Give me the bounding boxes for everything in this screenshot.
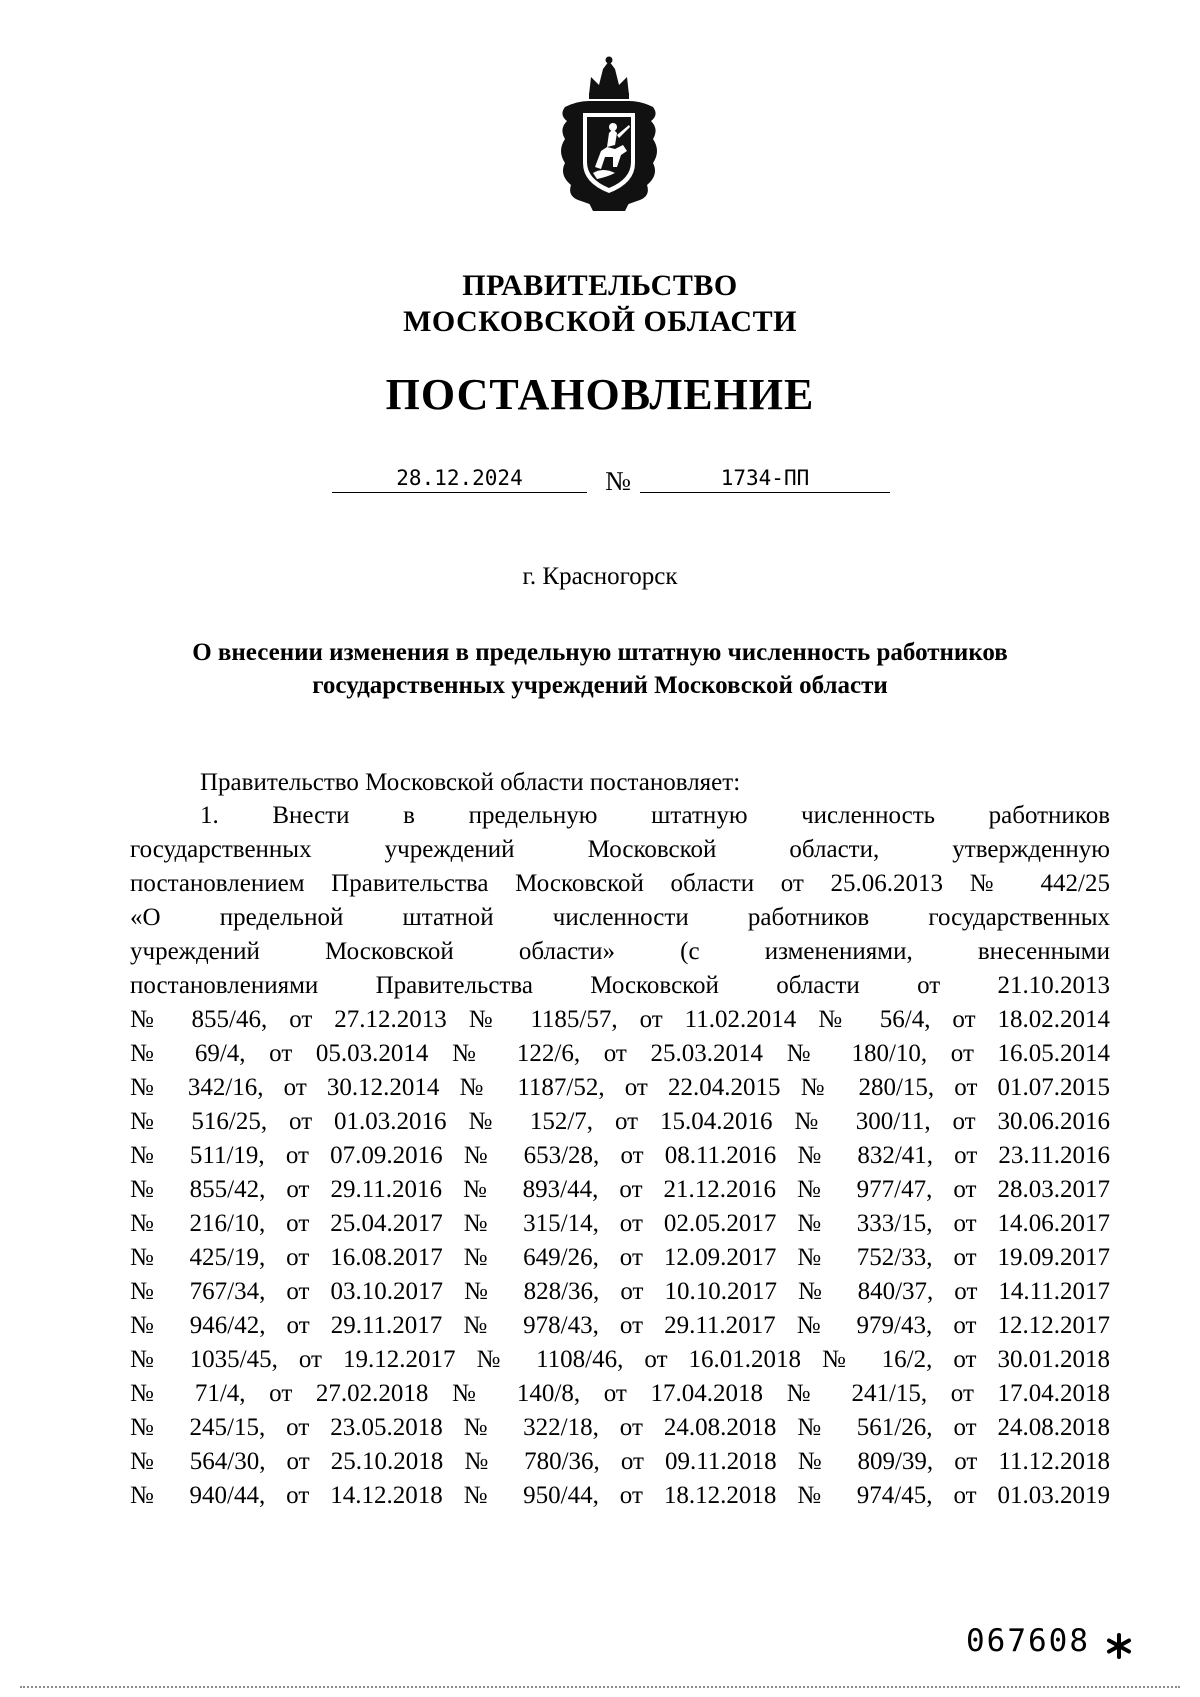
- body-line: № 342/16, от 30.12.2014 № 1187/52, от 22.04.2015 № 280/15, от 01.07.2015: [130, 1074, 1110, 1101]
- body-line: № 855/42, от 29.11.2016 № 893/44, от 21.12.2016 № 977/47, от 28.03.2017: [130, 1176, 1110, 1203]
- document-subject-line1: О внесении изменения в предельную штатную численность работников: [192, 639, 1008, 666]
- body-line: 1. Внести в предельную штатную численность работников: [200, 802, 1110, 829]
- document-type-title: ПОСТАНОВЛЕНИЕ: [385, 370, 815, 419]
- body-line: № 855/46, от 27.12.2013 № 1185/57, от 11.02.2014 № 56/4, от 18.02.2014: [130, 1006, 1110, 1033]
- body-line: № 946/42, от 29.11.2017 № 978/43, от 29.11.2017 № 979/43, от 12.12.2017: [130, 1312, 1110, 1339]
- body-line: № 216/10, от 25.04.2017 № 315/14, от 02.05.2017 № 333/15, от 14.06.2017: [130, 1210, 1110, 1237]
- body-line: государственных учреждений Московской области, утвержденную: [130, 836, 1110, 863]
- body-line: № 940/44, от 14.12.2018 № 950/44, от 18.12.2018 № 974/45, от 01.03.2019: [130, 1482, 1110, 1509]
- body-line: № 767/34, от 03.10.2017 № 828/36, от 10.10.2017 № 840/37, от 14.11.2017: [130, 1278, 1110, 1305]
- organization-name-line1: ПРАВИТЕЛЬСТВО: [462, 269, 738, 302]
- document-date: 28.12.2024: [332, 464, 587, 493]
- body-line: постановлением Правительства Московской области от 25.06.2013 № 442/25: [130, 870, 1110, 897]
- body-line: постановлениями Правительства Московской области от 21.10.2013: [130, 972, 1110, 999]
- resolution-intro: Правительство Московской области постановляет:: [200, 769, 741, 796]
- body-line: «О предельной штатной численности работников государственных: [130, 904, 1110, 931]
- number-sign: №: [605, 466, 631, 496]
- body-line: № 69/4, от 05.03.2014 № 122/6, от 25.03.2014 № 180/10, от 16.05.2014: [130, 1040, 1110, 1067]
- body-line: № 1035/45, от 19.12.2017 № 1108/46, от 16.01.2018 № 16/2, от 30.01.2018: [130, 1346, 1110, 1373]
- page-bottom-edge: [20, 1686, 1180, 1688]
- body-line: № 425/19, от 16.08.2017 № 649/26, от 12.09.2017 № 752/33, от 19.09.2017: [130, 1244, 1110, 1271]
- body-line: № 71/4, от 27.02.2018 № 140/8, от 17.04.2018 № 241/15, от 17.04.2018: [130, 1380, 1110, 1407]
- body-line: № 564/30, от 25.10.2018 № 780/36, от 09.11.2018 № 809/39, от 11.12.2018: [130, 1448, 1110, 1475]
- city-name: г. Красногорск: [522, 563, 678, 590]
- document-number: 1734-ПП: [640, 464, 890, 493]
- body-line: № 511/19, от 07.09.2016 № 653/28, от 08.11.2016 № 832/41, от 23.11.2016: [130, 1142, 1110, 1169]
- body-line: учреждений Московской области» (с изменениями, внесенными: [130, 938, 1110, 965]
- body-line: № 516/25, от 01.03.2016 № 152/7, от 15.04.2016 № 300/11, от 30.06.2016: [130, 1108, 1110, 1135]
- body-line: № 245/15, от 23.05.2018 № 322/18, от 24.08.2018 № 561/26, от 24.08.2018: [130, 1414, 1110, 1441]
- document-subject-line2: государственных учреждений Московской области: [312, 672, 888, 699]
- organization-name-line2: МОСКОВСКОЙ ОБЛАСТИ: [403, 305, 797, 338]
- serial-number: 067608: [966, 1623, 1090, 1659]
- coat-of-arms-icon: [545, 55, 673, 215]
- asterisk-star-icon: [1106, 1633, 1132, 1659]
